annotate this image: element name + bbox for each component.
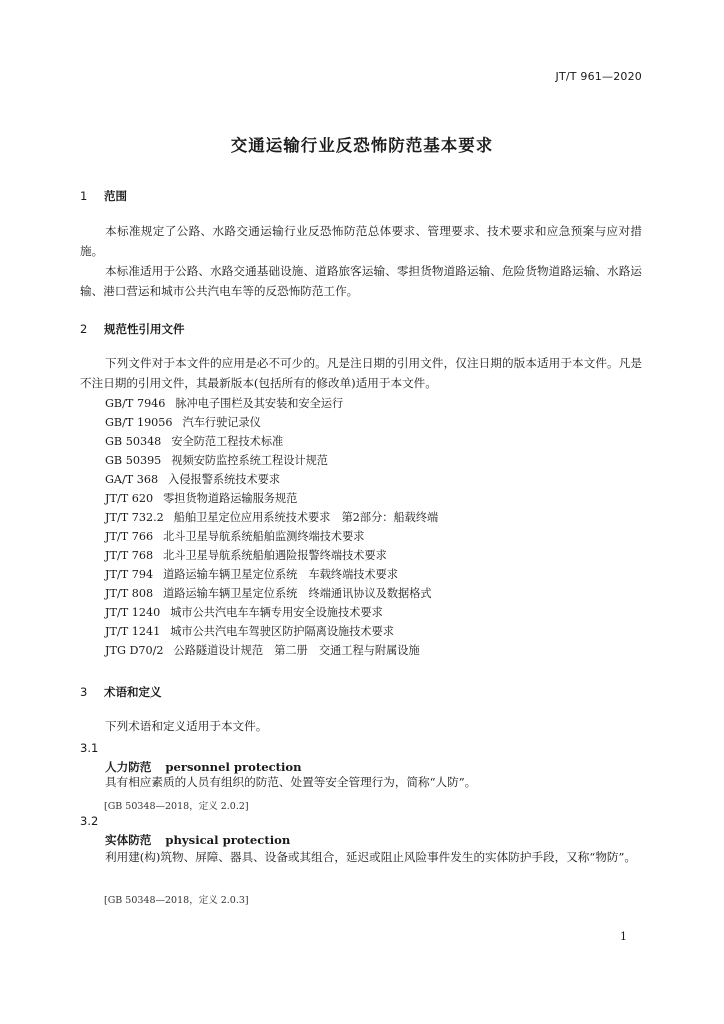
reference-title: 道路运输车辆卫星定位系统 车载终端技术要求 [163, 568, 399, 581]
reference-item [105, 489, 438, 508]
reference-code: JTG D70/2 [105, 644, 164, 657]
reference-code: JT/T 1241 [105, 625, 161, 638]
reference-code: GB/T 19056 [105, 416, 173, 429]
term-heading [105, 832, 290, 848]
reference-title: 城市公共汽电车驾驶区防护隔离设施技术要求 [170, 625, 394, 638]
section-heading-scope [80, 188, 127, 204]
reference-title: 城市公共汽电车车辆专用安全设施技术要求 [170, 606, 383, 619]
reference-title: 北斗卫星导航系统船舶监测终端技术要求 [163, 530, 365, 543]
reference-item [105, 603, 438, 622]
term-source: [GB 50348—2018，定义 2.0.2] [104, 801, 249, 812]
reference-code: JT/T 768 [105, 549, 154, 562]
reference-title: 汽车行驶记录仪 [182, 416, 261, 429]
reference-item [105, 641, 438, 660]
reference-code: JT/T 620 [105, 492, 154, 505]
reference-title: 道路运输车辆卫星定位系统 终端通讯协议及数据格式 [163, 587, 432, 600]
reference-item [105, 508, 438, 527]
reference-item [105, 527, 438, 546]
section-number: 1 [80, 189, 88, 203]
terms-intro: 下列术语和定义适用于本文件。 [105, 719, 268, 733]
section-heading-terms [80, 684, 162, 700]
reference-code: JT/T 732.2 [105, 511, 164, 524]
references-intro: 下列文件对于本文件的应用是必不可少的。凡是注日期的引用文件，仅注日期的版本适用于本文件。凡是不注日期的引用文件，其最新版本(包括所有的修改单)适用于本文件。 [80, 356, 642, 390]
section-title: 术语和定义 [104, 685, 162, 699]
standard-code: JT/T 961—2020 [555, 70, 642, 83]
reference-item [105, 451, 438, 470]
reference-list [105, 394, 438, 660]
reference-code: JT/T 808 [105, 587, 154, 600]
reference-title: 脉冲电子围栏及其安装和安全运行 [175, 397, 344, 410]
reference-title: 入侵报警系统技术要求 [168, 473, 281, 486]
reference-code: JT/T 1240 [105, 606, 161, 619]
term-zh: 实体防范 [105, 833, 152, 847]
reference-code: GA/T 368 [105, 473, 159, 486]
reference-title: 视频安防监控系统工程设计规范 [171, 454, 328, 467]
term-definition: 具有相应素质的人员有组织的防范、处置等安全管理行为，简称“人防”。 [105, 775, 477, 789]
page-number: 1 [620, 930, 627, 943]
reference-title: 公路隧道设计规范 第二册 交通工程与附属设施 [173, 644, 420, 657]
reference-item [105, 413, 438, 432]
reference-code: JT/T 766 [105, 530, 154, 543]
reference-title: 零担货物道路运输服务规范 [163, 492, 298, 505]
term-definition: 利用建(构)筑物、屏障、器具、设备或其组合，延迟或阻止风险事件发生的实体防护手段，又称“物防”。 [105, 850, 637, 864]
reference-item [105, 584, 438, 603]
term-number: 3.2 [80, 814, 99, 828]
section-title: 规范性引用文件 [104, 322, 185, 336]
reference-title: 北斗卫星导航系统船舶遇险报警终端技术要求 [163, 549, 387, 562]
reference-item [105, 565, 438, 584]
reference-item [105, 622, 438, 641]
section-title: 范围 [104, 189, 127, 203]
term-source: [GB 50348—2018，定义 2.0.3] [104, 895, 249, 906]
term-number: 3.1 [80, 741, 99, 755]
scope-paragraph-1: 本标准规定了公路、水路交通运输行业反恐怖防范总体要求、管理要求、技术要求和应急预案与应对措施。 [80, 224, 642, 258]
reference-item [105, 394, 438, 413]
reference-item [105, 432, 438, 451]
section-heading-normative-references [80, 321, 185, 337]
term-en: physical protection [165, 833, 291, 847]
reference-code: GB 50395 [105, 454, 162, 467]
scope-paragraph-2: 本标准适用于公路、水路交通基础设施、道路旅客运输、零担货物道路运输、危险货物道路运输、水路运输、港口营运和城市公共汽电车等的反恐怖防范工作。 [80, 264, 642, 298]
term-en: personnel protection [165, 760, 302, 774]
reference-title: 船舶卫星定位应用系统技术要求 第2部分：船载终端 [173, 511, 439, 524]
reference-code: GB 50348 [105, 435, 162, 448]
reference-item [105, 470, 438, 489]
reference-code: JT/T 794 [105, 568, 154, 581]
section-number: 2 [80, 322, 88, 336]
term-zh: 人力防范 [105, 760, 152, 774]
reference-item [105, 546, 438, 565]
reference-code: GB/T 7946 [105, 397, 166, 410]
section-number: 3 [80, 685, 88, 699]
reference-title: 安全防范工程技术标准 [171, 435, 284, 448]
page-title: 交通运输行业反恐怖防范基本要求 [230, 136, 494, 155]
